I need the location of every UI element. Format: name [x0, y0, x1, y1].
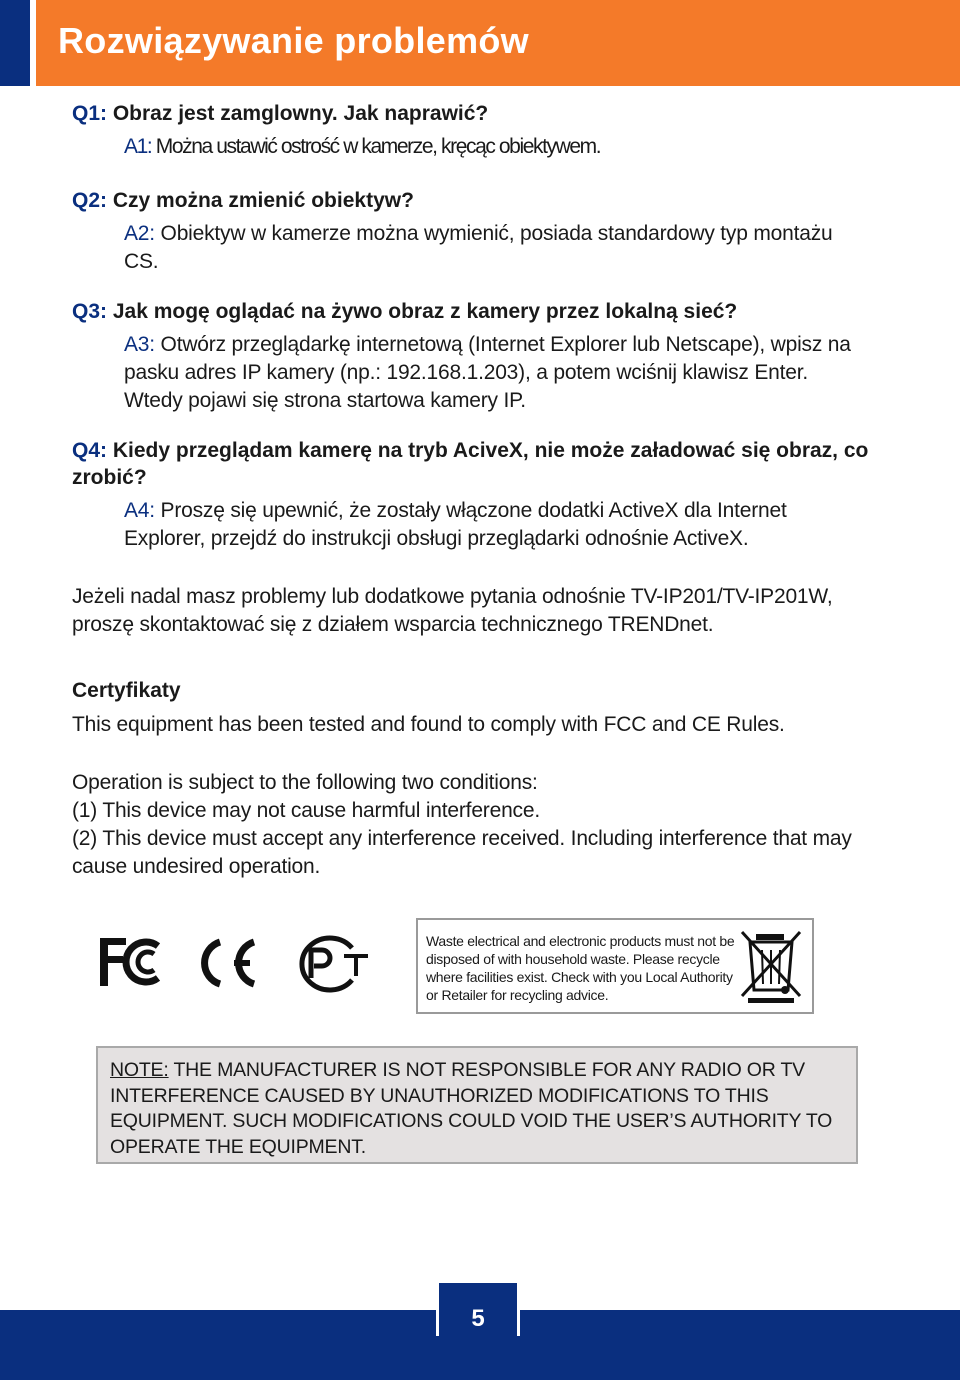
answer-label: A1:: [124, 135, 152, 158]
page-number-box: [436, 1280, 520, 1336]
weee-text: Waste electrical and electronic products must not be disposed of with household waste. Please recycle where facilities exist. Check with you Local Authority or Retailer for recycling advice.: [426, 933, 735, 1003]
answer-2: [124, 220, 872, 276]
pct-logo: [302, 938, 368, 990]
question-label: Q2:: [72, 189, 108, 212]
question-label: Q3:: [72, 300, 108, 323]
operation-conditions: Operation is subject to the following two conditions:: [72, 771, 538, 794]
certifications-heading: Certyfikaty: [72, 679, 181, 702]
question-2: [72, 187, 872, 214]
certification-statement: This equipment has been tested and found to comply with FCC and CE Rules.: [72, 713, 785, 736]
question-1: [72, 100, 872, 127]
header-side-bar: [0, 0, 30, 86]
support-paragraph: Jeżeli nadal masz problemy lub dodatkowe pytania odnośnie TV-IP201/TV-IP201W, proszę skontaktować się z działem wsparcia technicznego TRENDnet.: [72, 585, 833, 636]
certification-logos: [96, 930, 386, 994]
question-label: Q4:: [72, 439, 108, 462]
answer-label: A2:: [124, 222, 155, 245]
answer-text: Otwórz przeglądarkę internetową (Internet Explorer lub Netscape), wpisz na pasku adres IP kamery (np.: 192.168.1.203), a potem wciśnij klawisz Enter. Wtedy pojawi się strona startowa kamery IP.: [124, 333, 851, 412]
ce-logo: [205, 942, 254, 984]
answer-text: Proszę się upewnić, że zostały włączone dodatki ActiveX dla Internet Explorer, przejdź do instrukcji obsługi przeglądarki odnośnie ActiveX.: [124, 499, 787, 550]
page-header: [36, 0, 960, 86]
note-text: [110, 1058, 840, 1160]
certification-logos-svg: [96, 930, 386, 994]
page-number: 5: [471, 1305, 485, 1332]
answer-4: [124, 497, 872, 553]
condition-1: (1) This device may not cause harmful interference.: [72, 799, 540, 822]
weee-notice: [416, 918, 814, 1014]
question-text: Obraz jest zamglowny. Jak naprawić?: [107, 102, 489, 125]
faq-content: [72, 100, 872, 881]
answer-3: [124, 331, 872, 415]
answer-label: A3:: [124, 333, 155, 356]
fcc-logo: [100, 938, 158, 986]
question-label: Q1:: [72, 102, 108, 125]
note-label: NOTE:: [110, 1059, 169, 1081]
condition-2: (2) This device must accept any interference received. Including interference that may cause undesired operation.: [72, 827, 852, 878]
question-3: [72, 298, 872, 325]
question-text: Kiedy przeglądam kamerę na tryb AciveX, nie może załadować się obraz, co zrobić?: [72, 439, 869, 489]
question-text: Jak mogę oglądać na żywo obraz z kamery przez lokalną sieć?: [107, 300, 738, 323]
crossed-bin-icon: [738, 928, 804, 1004]
question-4: [72, 437, 872, 491]
answer-text: Można ustawić ostrość w kamerze, kręcąc obiektywem.: [151, 135, 601, 158]
question-text: Czy można zmienić obiektyw?: [107, 189, 414, 212]
note-body: THE MANUFACTURER IS NOT RESPONSIBLE FOR ANY RADIO OR TV INTERFERENCE CAUSED BY UNAUTHORIZED MODIFICATIONS TO THIS EQUIPMENT. SUCH MODIFICATIONS COULD VOID THE USER’S AUTHORITY TO OPERATE THE EQUIPMENT.: [110, 1059, 833, 1158]
answer-text: Obiektyw w kamerze można wymienić, posiada standardowy typ montażu CS.: [124, 222, 833, 273]
answer-label: A4:: [124, 499, 155, 522]
manufacturer-note: [96, 1046, 858, 1164]
page-title: Rozwiązywanie problemów: [58, 20, 529, 61]
answer-1: [124, 133, 872, 161]
